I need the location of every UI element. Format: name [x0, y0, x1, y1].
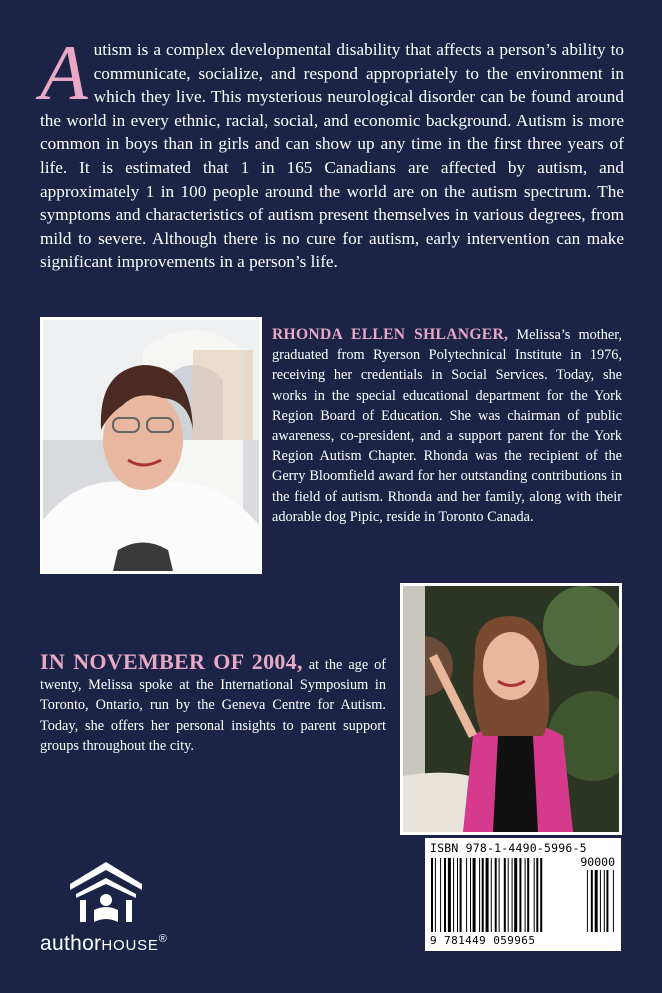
melissa-bio	[40, 649, 386, 756]
ean-number: 9 781449 059965	[430, 934, 536, 947]
barcode-bar	[536, 858, 538, 932]
drop-cap: A	[40, 29, 88, 116]
publisher-name	[40, 932, 167, 956]
barcode-bar	[431, 858, 433, 932]
price-bar	[595, 870, 598, 932]
barcode-bar	[440, 858, 441, 932]
barcode-bar	[470, 858, 471, 932]
price-bar	[600, 870, 601, 932]
price-bar	[587, 870, 588, 932]
rhonda-name: RHONDA ELLEN SHLANGER,	[272, 326, 509, 343]
barcode-bar	[504, 858, 506, 932]
barcode-bar	[466, 858, 467, 932]
barcode-bar	[519, 858, 521, 932]
barcode-bar	[435, 858, 436, 932]
rhonda-photo	[40, 317, 262, 574]
barcode-bar	[460, 858, 462, 932]
barcode-bar	[457, 858, 458, 932]
barcode-bar	[499, 858, 500, 932]
melissa-heading: IN NOVEMBER OF 2004,	[40, 649, 303, 674]
rhonda-bio-text: Melissa’s mother, graduated from Ryerson Polytechnical Institute in 1976, receiving her credentials in Social Services. Today, she works in the special educational department for the York Region Board of Education. She was chairman of public awareness, co-president, and a support parent for the York Region Autism Chapter. Rhonda was the recipient of the Gerry Bloomfield award for her outstanding contributions in the field of autism. Rhonda and her family, along with their adorable dog Pipic, reside in Toronto Canada.	[272, 327, 622, 525]
rhonda-bio	[272, 325, 622, 527]
isbn-barcode	[425, 838, 621, 951]
barcode-bar	[453, 858, 454, 932]
publisher-name-upper: HOUSE	[101, 937, 159, 954]
price-code: 90000	[580, 855, 615, 869]
barcode-bar	[444, 858, 446, 932]
price-bar	[591, 870, 593, 932]
publisher-name-lower: author	[40, 932, 102, 955]
barcode-bar	[512, 858, 513, 932]
barcode-bar	[491, 858, 492, 932]
melissa-photo	[400, 583, 622, 835]
barcode-bar	[495, 858, 497, 932]
barcode-bar	[508, 858, 509, 932]
barcode-bar	[540, 858, 542, 932]
barcode-bar	[514, 858, 517, 932]
price-bar	[606, 870, 608, 932]
barcode-bar	[448, 858, 451, 932]
melissa-bio-text: at the age of twenty, Melissa spoke at the International Symposium in Toronto, Ontario, run by the Geneva Centre for Autism. Today, she offers her personal insights to parent support groups throughout the city.	[40, 657, 386, 754]
price-bar	[613, 870, 614, 932]
isbn-number: ISBN 978-1-4490-5996-5	[430, 841, 587, 855]
barcode-bar	[486, 858, 489, 932]
intro-paragraph	[40, 29, 624, 274]
barcode-bar	[482, 858, 484, 932]
publisher-logo	[40, 860, 190, 960]
intro-text: utism is a complex developmental disability that affects a person’s ability to communicate, socialize, and respond appropriately to the environment in which they live. This mysterious neurological disorder can be found around the world in every ethnic, racial, social, and economic background. Autism is more common in boys than in girls and can show up any time in the first three years of life. It is estimated that 1 in 165 Canadians are affected by autism, and approximately 1 in 100 people around the world are on the autism spectrum. The symptoms and characteristics of autism present themselves in various degrees, from mild to severe. Although there is no cure for autism, early intervention can make significant improvements in a person’s life.	[40, 40, 624, 272]
barcode-bar	[479, 858, 480, 932]
barcode-bar	[534, 858, 535, 932]
price-bar	[604, 870, 605, 932]
barcode-bar	[527, 858, 529, 932]
barcode-bar	[473, 858, 476, 932]
house-book-icon	[68, 860, 144, 926]
registered-mark: ®	[158, 933, 168, 945]
barcode-bar	[525, 858, 526, 932]
